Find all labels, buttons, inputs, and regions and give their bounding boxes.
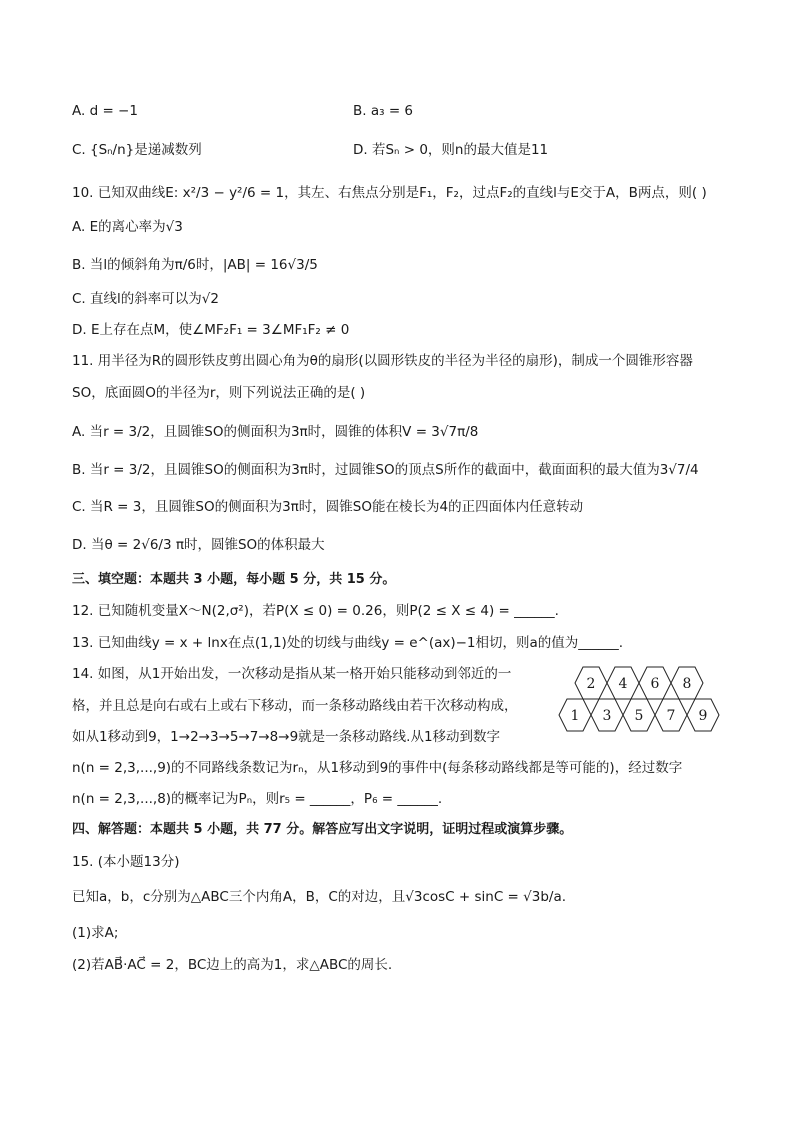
hex-label-4: 4: [618, 676, 628, 692]
option-10d: D. E上存在点M，使∠MF₂F₁ = 3∠MF₁F₂ ≠ 0: [72, 322, 350, 338]
option-9c: C. {Sₙ/n}是递减数列: [72, 142, 202, 158]
question-14-line2: 格，并且总是向右或右上或右下移动，而一条移动路线由若干次移动构成，: [72, 698, 518, 714]
option-9d: D. 若Sₙ > 0，则n的最大值是11: [353, 142, 549, 158]
option-11b: B. 当r = 3/2，且圆锥SO的侧面积为3π时，过圆锥SO的顶点S所作的截面中，截面面积的最大值为3√7/4: [72, 462, 699, 478]
option-10b: B. 当l的倾斜角为π/6时，|AB| = 16√3/5: [72, 257, 318, 273]
question-13: 13. 已知曲线y = x + lnx在点(1,1)处的切线与曲线y = e^(ax)−1相切，则a的值为______.: [72, 635, 624, 651]
question-15-stem: 已知a，b，c分别为△ABC三个内角A，B，C的对边，且√3cosC + sinC = √3b/a.: [72, 889, 567, 905]
hex-label-2: 2: [586, 676, 596, 692]
hex-label-3: 3: [602, 708, 612, 724]
question-14-line4: n(n = 2,3,...,9)的不同路线条数记为rₙ，从1移动到9的事件中(每条移动路线都是等可能的)，经过数字: [72, 760, 683, 776]
question-11-stem-line2: SO，底面圆O的半径为r，则下列说法正确的是( ): [72, 385, 366, 401]
question-11-stem-line1: 11. 用半径为R的圆形铁皮剪出圆心角为θ的扇形(以圆形铁皮的半径为半径的扇形)，制成一个圆锥形容器: [72, 353, 693, 369]
option-10c: C. 直线l的斜率可以为√2: [72, 291, 219, 307]
option-9a: A. d = −1: [72, 103, 138, 119]
question-10-stem: 10. 已知双曲线E: x²/3 − y²/6 = 1，其左、右焦点分别是F₁，F₂，过点F₂的直线l与E交于A，B两点，则( ): [72, 185, 707, 201]
hex-label-8: 8: [682, 676, 692, 692]
option-10a: A. E的离心率为√3: [72, 219, 183, 235]
hex-label-5: 5: [634, 708, 644, 724]
question-15-header: 15. (本小题13分): [72, 854, 180, 870]
hex-label-6: 6: [650, 676, 660, 692]
question-14-line1: 14. 如图，从1开始出发，一次移动是指从某一格开始只能移动到邻近的一: [72, 666, 512, 682]
hexagon-grid-figure: [556, 664, 726, 738]
hex-label-7: 7: [666, 708, 676, 724]
section-3-heading: 三、填空题：本题共 3 小题，每小题 5 分，共 15 分。: [72, 572, 396, 587]
question-12: 12. 已知随机变量X～N(2,σ²)，若P(X ≤ 0) = 0.26，则P(2 ≤ X ≤ 4) = ______.: [72, 603, 559, 619]
question-15-part2: (2)若AB⃗·AC⃗ = 2，BC边上的高为1，求△ABC的周长.: [72, 957, 393, 973]
option-11d: D. 当θ = 2√6/3 π时，圆锥SO的体积最大: [72, 537, 325, 553]
hex-label-1: 1: [570, 708, 580, 724]
section-4-heading: 四、解答题：本题共 5 小题，共 77 分。解答应写出文字说明，证明过程或演算步骤。: [72, 822, 573, 837]
question-14-line3: 如从1移动到9，1→2→3→5→7→8→9就是一条移动路线.从1移动到数字: [72, 729, 501, 745]
option-11a: A. 当r = 3/2，且圆锥SO的侧面积为3π时，圆锥的体积V = 3√7π/8: [72, 424, 479, 440]
option-9b: B. a₃ = 6: [353, 103, 414, 119]
question-15-part1: (1)求A;: [72, 925, 119, 941]
question-14-line5: n(n = 2,3,...,8)的概率记为Pₙ，则r₅ = ______，P₆ = ______.: [72, 791, 443, 807]
hex-label-9: 9: [698, 708, 708, 724]
option-11c: C. 当R = 3，且圆锥SO的侧面积为3π时，圆锥SO能在棱长为4的正四面体内任意转动: [72, 499, 584, 515]
hexagon-grid-svg: [556, 664, 726, 738]
